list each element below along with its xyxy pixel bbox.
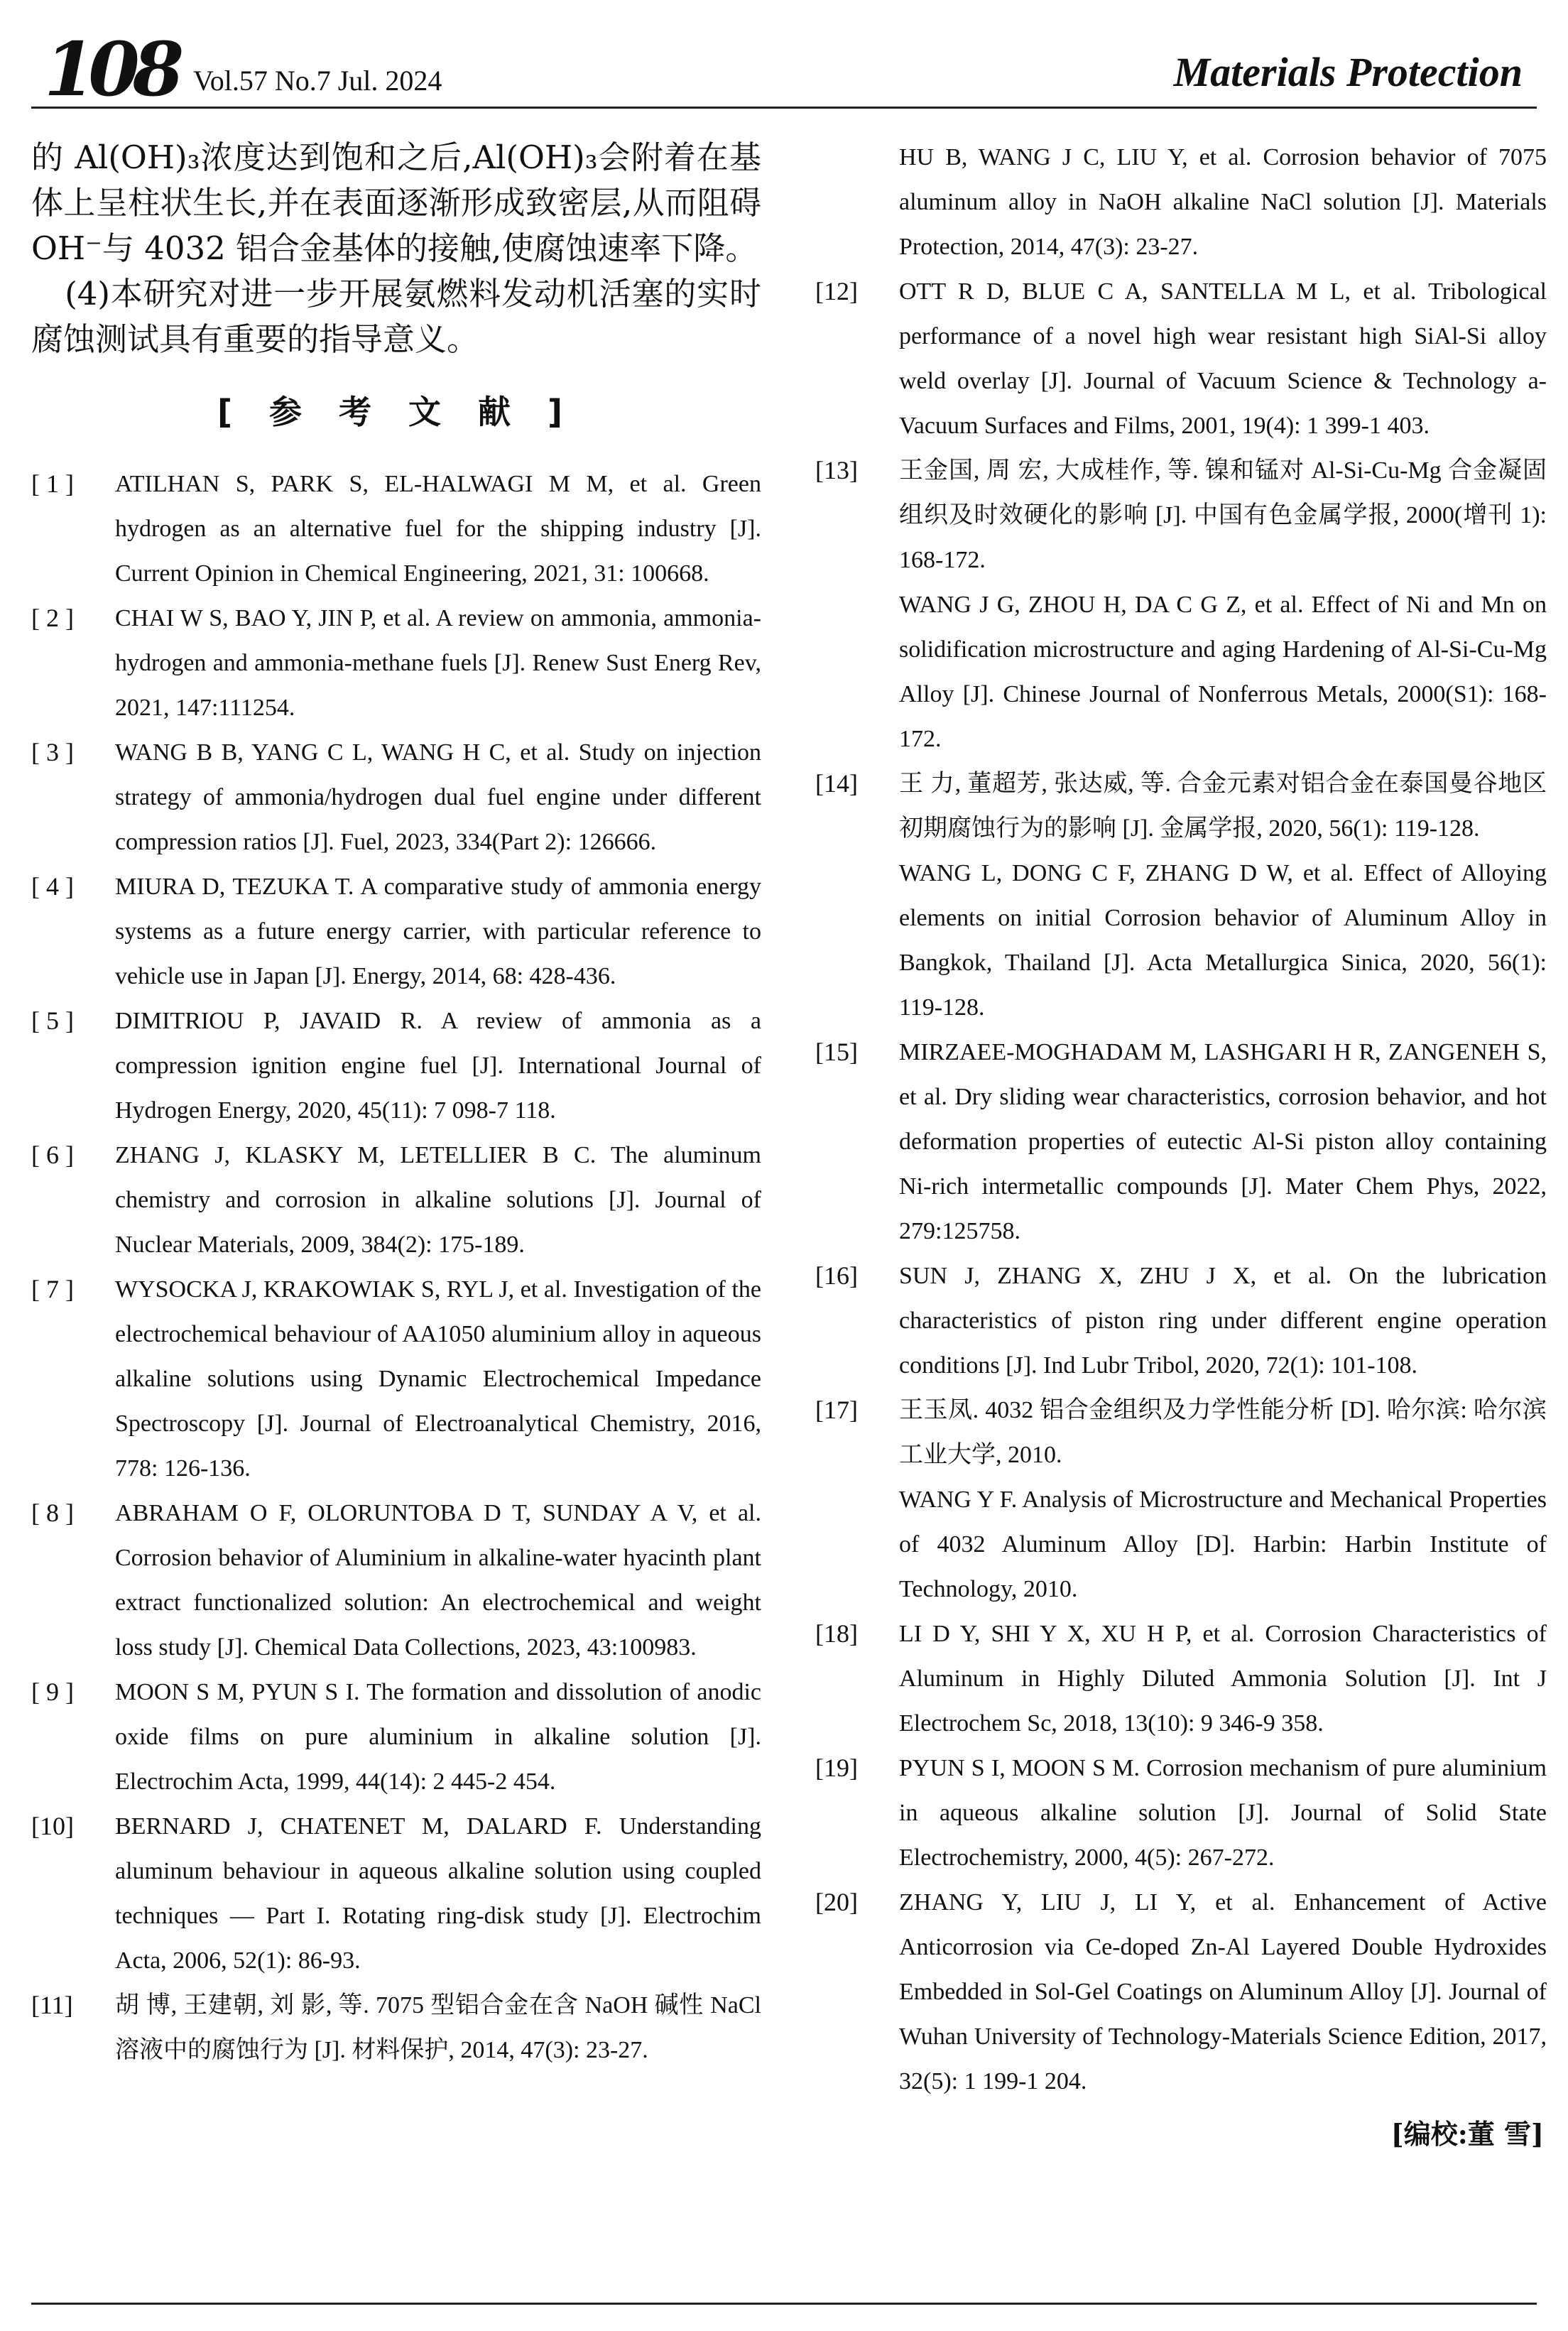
reference-text-en: WANG L, DONG C F, ZHANG D W, et al. Effect of Alloying elements on initial Corrosion behavior of Aluminum Alloy in Bangkok, Thailand [J]. Acta Metallurgica Sinica, 2020, 56(1): 119-128. (899, 860, 1547, 1021)
reference-item (31, 1983, 761, 2072)
reference-number: [12] (815, 277, 858, 305)
reference-number: [ 5 ] (31, 1006, 74, 1035)
reference-text: SUN J, ZHANG X, ZHU J X, et al. On the lubrication characteristics of piston ring under different engine operation conditions [J]. Ind Lubr Tribol, 2020, 72(1): 101-108. (899, 1263, 1547, 1379)
reference-number: [ 9 ] (31, 1678, 74, 1706)
reference-number: [ 1 ] (31, 469, 74, 498)
conclusion-paragraph: (4)本研究对进一步开展氨燃料发动机活塞的实时腐蚀测试具有重要的指导意义。 (31, 275, 761, 358)
reference-item (815, 1746, 1547, 1880)
right-column (815, 135, 1547, 2151)
reference-number: [ 4 ] (31, 872, 74, 901)
reference-text-en: WANG J G, ZHOU H, DA C G Z, et al. Effect of Ni and Mn on solidification microstructure and aging Hardening of Al-Si-Cu-Mg Alloy [J]. Chinese Journal of Nonferrous Metals, 2000(S1): 168-172. (899, 592, 1547, 752)
reference-text-en: WANG Y F. Analysis of Microstructure and Mechanical Properties of 4032 Aluminum Alloy [D]. Harbin: Harbin Institute of Technology, 2010. (899, 1487, 1547, 1602)
reference-item (815, 1254, 1547, 1388)
reference-number: [17] (815, 1396, 858, 1424)
reference-text: MOON S M, PYUN S I. The formation and dissolution of anodic oxide films on pure aluminium in alkaline solution [J]. Electrochim Acta, 1999, 44(14): 2 445-2 454. (115, 1679, 761, 1795)
reference-text: ABRAHAM O F, OLORUNTOBA D T, SUNDAY A V, et al. Corrosion behavior of Aluminium in alkaline-water hyacinth plant extract functionalized solution: An electrochemical and weight loss study [J]. Chemical Data Collections, 2023, 43:100983. (115, 1500, 761, 1661)
reference-text: 王金国, 周 宏, 大成桂作, 等. 镍和锰对 Al-Si-Cu-Mg 合金凝固组织及时效硬化的影响 [J]. 中国有色金属学报, 2000(增刊 1): 168-172. (899, 457, 1547, 573)
footer-rule (31, 2303, 1537, 2305)
reference-text: WANG B B, YANG C L, WANG H C, et al. Study on injection strategy of ammonia/hydrogen dual fuel engine under different compression ratios [J]. Fuel, 2023, 334(Part 2): 126666. (115, 739, 761, 855)
reference-number: [13] (815, 456, 858, 484)
reference-item (31, 1267, 761, 1491)
reference-item (31, 596, 761, 730)
reference-number: [ 6 ] (31, 1141, 74, 1169)
reference-item (815, 448, 1547, 761)
reference-text: PYUN S I, MOON S M. Corrosion mechanism of pure aluminium in aqueous alkaline solution [J]. Journal of Solid State Electrochemistry, 2000, 4(5): 267-272. (899, 1755, 1547, 1871)
reference-text: ZHANG J, KLASKY M, LETELLIER B C. The aluminum chemistry and corrosion in alkaline solutions [J]. Journal of Nuclear Materials, 2009, 384(2): 175-189. (115, 1142, 761, 1258)
reference-text: OTT R D, BLUE C A, SANTELLA M L, et al. Tribological performance of a novel high wear resistant high SiAl-Si alloy weld overlay [J]. Journal of Vacuum Science & Technology a-Vacuum Surfaces and Films, 2001, 19(4): 1 399-1 403. (899, 278, 1547, 439)
reference-item (31, 730, 761, 864)
reference-text-en: HU B, WANG J C, LIU Y, et al. Corrosion behavior of 7075 aluminum alloy in NaOH alkaline NaCl solution [J]. Materials Protection, 2014, 47(3): 23-27. (899, 144, 1547, 260)
reference-item (815, 1612, 1547, 1746)
reference-number: [ 7 ] (31, 1275, 74, 1303)
reference-text: ZHANG Y, LIU J, LI Y, et al. Enhancement of Active Anticorrosion via Ce-doped Zn-Al Layered Double Hydroxides Embedded in Sol-Gel Coatings on Aluminum Alloy [J]. Journal of Wuhan University of Technology-Materials Science Edition, 2017, 32(5): 1 199-1 204. (899, 1889, 1547, 2094)
reference-text: BERNARD J, CHATENET M, DALARD F. Understanding aluminum behaviour in aqueous alkaline solution using coupled techniques — Part I. Rotating ring-disk study [J]. Electrochim Acta, 2006, 52(1): 86-93. (115, 1813, 761, 1974)
reference-item (815, 269, 1547, 448)
body-paragraph: 的 Al(OH)₃浓度达到饱和之后,Al(OH)₃会附着在基体上呈柱状生长,并在表面逐渐形成致密层,从而阻碍 OH⁻与 4032 铝合金基体的接触,使腐蚀速率下降。 (31, 138, 761, 267)
reference-item (815, 761, 1547, 1030)
issue-info: Vol.57 No.7 Jul. 2024 (193, 65, 442, 97)
reference-number: [15] (815, 1038, 858, 1066)
reference-item (31, 1670, 761, 1804)
reference-item (31, 462, 761, 596)
reference-number: [14] (815, 769, 858, 798)
reference-text: WYSOCKA J, KRAKOWIAK S, RYL J, et al. Investigation of the electrochemical behaviour of AA1050 aluminium alloy in aqueous alkaline solutions using Dynamic Electrochemical Impedance Spectroscopy [J]. Journal of Electroanalytical Chemistry, 2016, 778: 126-136. (115, 1276, 761, 1482)
reference-text: MIRZAEE-MOGHADAM M, LASHGARI H R, ZANGENEH S, et al. Dry sliding wear characteristics, corrosion behavior, and hot deformation properties of eutectic Al-Si piston alloy containing Ni-rich intermetallic compounds [J]. Mater Chem Phys, 2022, 279:125758. (899, 1039, 1547, 1244)
reference-number: [ 8 ] (31, 1499, 74, 1527)
reference-text: CHAI W S, BAO Y, JIN P, et al. A review on ammonia, ammonia-hydrogen and ammonia-methane fuels [J]. Renew Sust Energ Rev, 2021, 147:111254. (115, 605, 761, 721)
left-column (31, 135, 761, 2072)
reference-number: [20] (815, 1888, 858, 1916)
editor-credit: [编校:董 雪] (1390, 2118, 1544, 2150)
reference-item-continued (815, 135, 1547, 269)
reference-number: [18] (815, 1619, 858, 1648)
reference-number: [ 2 ] (31, 604, 74, 632)
page-header (31, 28, 1537, 114)
page-number: 108 (44, 26, 178, 113)
header-rule (31, 107, 1537, 109)
reference-item (815, 1030, 1547, 1254)
reference-number: [16] (815, 1261, 858, 1290)
journal-title: Materials Protection (1173, 49, 1523, 95)
reference-text: MIURA D, TEZUKA T. A comparative study of ammonia energy systems as a future energy carrier, with particular reference to vehicle use in Japan [J]. Energy, 2014, 68: 428-436. (115, 874, 761, 989)
reference-text: DIMITRIOU P, JAVAID R. A review of ammonia as a compression ignition engine fuel [J]. International Journal of Hydrogen Energy, 2020, 45(11): 7 098-7 118. (115, 1008, 761, 1124)
reference-item (815, 1388, 1547, 1612)
reference-text: 王 力, 董超芳, 张达威, 等. 合金元素对铝合金在泰国曼谷地区初期腐蚀行为的影响 [J]. 金属学报, 2020, 56(1): 119-128. (899, 771, 1547, 842)
reference-item (815, 1880, 1547, 2104)
reference-number: [19] (815, 1754, 858, 1782)
reference-number: [11] (31, 1991, 73, 2019)
reference-text: 王玉凤. 4032 铝合金组织及力学性能分析 [D]. 哈尔滨: 哈尔滨工业大学, 2010. (899, 1397, 1547, 1468)
reference-item (31, 1133, 761, 1267)
reference-text: 胡 博, 王建朝, 刘 影, 等. 7075 型铝合金在含 NaOH 碱性 NaCl 溶液中的腐蚀行为 [J]. 材料保护, 2014, 47(3): 23-27. (115, 1992, 761, 2063)
reference-item (31, 1491, 761, 1670)
references-heading: [ 参 考 文 献 ] (217, 393, 576, 431)
reference-text: ATILHAN S, PARK S, EL-HALWAGI M M, et al. Green hydrogen as an alternative fuel for the shipping industry [J]. Current Opinion in Chemical Engineering, 2021, 31: 100668. (115, 471, 761, 587)
reference-item (31, 864, 761, 999)
reference-number: [ 3 ] (31, 738, 74, 766)
reference-item (31, 1804, 761, 1983)
reference-number: [10] (31, 1812, 74, 1840)
reference-item (31, 999, 761, 1133)
reference-text: LI D Y, SHI Y X, XU H P, et al. Corrosion Characteristics of Aluminum in Highly Diluted Ammonia Solution [J]. Int J Electrochem Sc, 2018, 13(10): 9 346-9 358. (899, 1621, 1547, 1737)
